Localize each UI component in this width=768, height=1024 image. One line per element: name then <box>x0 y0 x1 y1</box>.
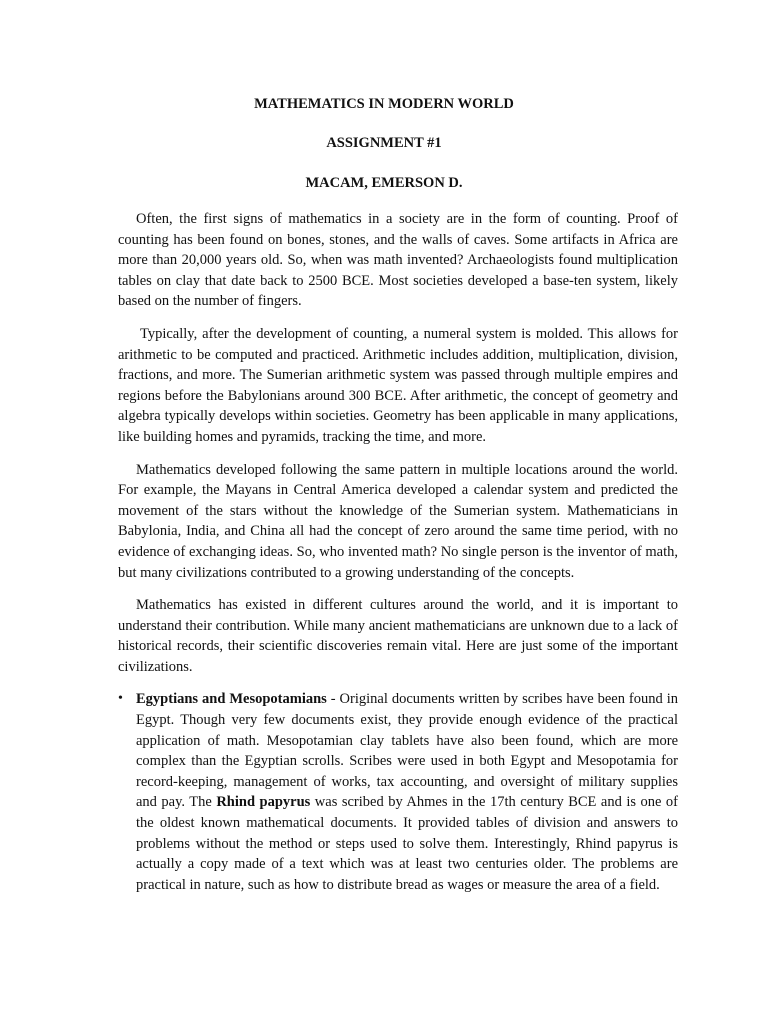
bullet-heading: Egyptians and Mesopotamians <box>136 691 327 708</box>
list-item-egyptians-mesopotamians <box>118 689 678 895</box>
document-title: MATHEMATICS IN MODERN WORLD <box>254 96 514 112</box>
author-name: MACAM, EMERSON D. <box>305 175 463 191</box>
bullet-text-part1: - Original documents written by scribes have been found in Egypt. Though very few documents exist, they provide enough evidence of the practical application of math. Mesopotamian clay tablets have also been found, which are more complex than the Egyptian scrolls. Scribes were used in both Egypt and Mesopotamia for record-keeping, management of works, tax accounting, and oversight of military supplies and pay. The <box>136 691 678 811</box>
civilizations-list <box>118 689 678 895</box>
assignment-label: ASSIGNMENT #1 <box>326 135 442 151</box>
document-body <box>118 209 678 895</box>
paragraph-numeral-system: Typically, after the development of counting, a numeral system is molded. This allows for arithmetic to be computed and practiced. Arithmetic includes addition, multiplication, division, fractions, and more. The Sumerian arithmetic system was passed through multiple empires and regions before the Babylonians around 300 BCE. After arithmetic, the concept of geometry and algebra typically develops within societies. Geometry has been applicable in many applications, like building homes and pyramids, tracking the time, and more. <box>118 325 678 445</box>
paragraph-pattern: Mathematics developed following the same pattern in multiple locations around the world. For example, the Mayans in Central America developed a calendar system and predicted the movement of the stars without the knowledge of the Sumerian system. Mathematicians in Babylonia, India, and China all had the concept of zero around the same time period, with no evidence of exchanging ideas. So, who invented math? No single person is the inventor of math, but many civilizations contributed to a growing understanding of the concepts. <box>118 461 678 581</box>
paragraph-cultures: Mathematics has existed in different cultures around the world, and it is important to understand their contribution. While many ancient mathematicians are unknown due to a lack of historical records, their scientific discoveries remain vital. Here are just some of the important civilizations. <box>118 597 678 675</box>
bullet-emphasis: Rhind papyrus <box>216 794 311 811</box>
bullet-text-part2: was scribed by Ahmes in the 17th century BCE and is one of the oldest known mathematical documents. It provided tables of division and answers to problems without the method or steps used to solve them. Interestingly, Rhind papyrus is actually a copy made of a text which was at least two centuries older. The problems are practical in nature, such as how to distribute bread as wages or measure the area of a field. <box>136 794 678 893</box>
bullet-marker: • <box>118 691 123 707</box>
paragraph-counting: Often, the first signs of mathematics in a society are in the form of counting. Proof of counting has been found on bones, stones, and the walls of caves. Some artifacts in Africa are more than 20,000 years old. So, when was math invented? Archaeologists found multiplication tables on clay that date back to 2500 BCE. Most societies developed a base-ten system, likely based on the number of fingers. <box>118 211 678 310</box>
